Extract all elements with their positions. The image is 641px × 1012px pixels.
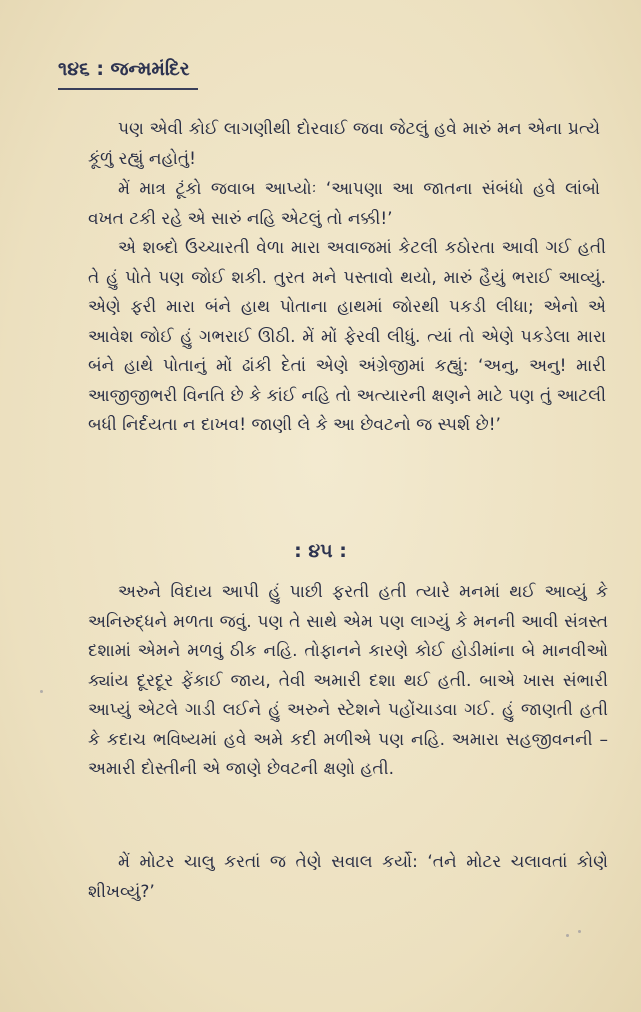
header-underline bbox=[58, 88, 198, 90]
chapter-heading: : ૪૫ : bbox=[294, 540, 347, 562]
paragraph: એ શબ્દો ઉચ્ચારતી વેળા મારા અવાજમાં કેટલી કઠોરતા આવી ગઈ હતી તે હું પોતે પણ જોઈ શકી. તુરત મને પસ્તાવો થયો, મારું હૈયું ભરાઈ આવ્યું. એણે ફરી મારા બંને હાથ પોતાના હાથમાં જોરથી પકડી લીધા; એનો એ આવેશ જોઈ હું ગભરાઈ ઊઠી. મેં મોં ફેરવી લીધું. ત્યાં તો એણે પકડેલા મારા બંને હાથે પોતાનું મોં ઢાંકી દેતાં એણે અંગ્રેજીમાં કહ્યું: ‘અનુ, અનુ! મારી આજીજીભરી વિનતિ છે કે કાંઈ નહિ તો અત્યારની ક્ષણને માટે પણ તું આટલી બધી નિર્દયતા ન દાખવ! જાણી લે કે આ છેવટનો જ સ્પર્શ છે!’ bbox=[88, 238, 606, 435]
paragraph: મેં મોટર ચાલુ કરતાં જ તેણે સવાલ કર્યો: ‘તને મોટર ચલાવતાં કોણે શીખવ્યું?’ bbox=[88, 852, 608, 902]
paper-speck bbox=[40, 690, 43, 693]
page-header: ૧૪૬ : જન્મમંદિર bbox=[58, 58, 190, 80]
paragraph: પણ એવી કોઈ લાગણીથી દોરવાઈ જવા જેટલું હવે મારું મન એના પ્રત્યે કૂંળું રહ્યું નહોતું! bbox=[88, 119, 600, 169]
paragraph: મેં માત્ર ટૂંકો જવાબ આપ્યોઃ ‘આપણા આ જાતના સંબંધો હવે લાંબો વખત ટકી રહે એ સારું નહિ એટલું તો નક્કી!’ bbox=[88, 179, 600, 229]
paper-speck bbox=[578, 930, 581, 933]
paper-speck bbox=[566, 934, 569, 937]
paragraph: અરુને વિદાય આપી હું પાછી ફરતી હતી ત્યારે મનમાં થઈ આવ્યું કે અનિરુદ્ધને મળતા જવું. પણ તે સાથે એમ પણ લાગ્યું કે મનની આવી સંત્રસ્ત દશામાં એમને મળવું ઠીક નહિ. તોફાનને કારણે કોઈ હોડીમાંના બે માનવીઓ ક્યાંય દૂરદૂર ફેંકાઈ જાય, તેવી અમારી દશા થઈ હતી. બાએ ખાસ સંભારી આપ્યું એટલે ગાડી લઈને હું અરુને સ્ટેશને પહોંચાડવા ગઈ. હું જાણતી હતી કે કદાચ ભવિષ્યમાં હવે અમે કદી મળીએ પણ નહિ. અમારા સહજીવનની –અમારી દોસ્તીની એ જાણે છેવટની ક્ષણો હતી. bbox=[88, 582, 608, 779]
